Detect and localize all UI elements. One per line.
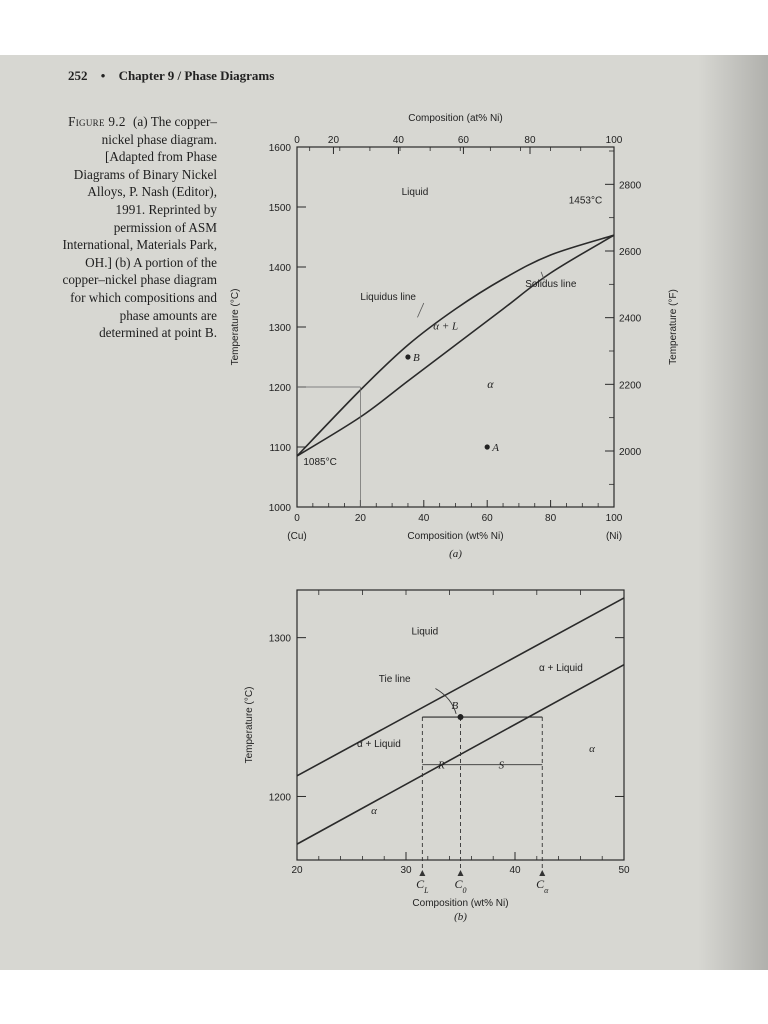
a-solidus-curve [297,235,614,456]
a-y-axis-label: Temperature (°C) [230,288,241,366]
b-point-b [458,714,464,720]
b-region-alpha-left: α [371,804,377,817]
a-annotation-1085: 1085°C [303,457,337,468]
b-tie-line-label: Tie line [378,674,411,686]
a-x-tick-label: 100 [605,513,623,524]
a-y2-tick-label: 2600 [619,247,642,258]
b-liquidus-line [297,598,624,776]
a-y2-tick-label: 2400 [619,313,642,325]
a-x2-tick-label: 40 [392,135,405,146]
b-region-alpha-right: α [589,743,595,755]
a-region-alpha-l: α + L [433,320,459,333]
b-region-liquid: Liquid [411,626,439,638]
a-y2-axis-label: Temperature (°F) [668,289,679,365]
b-x-tick-label: 30 [400,865,412,876]
chapter-title: Chapter 9 / Phase Diagrams [118,68,275,83]
a-y-tick-label: 1200 [268,383,291,394]
a-x-tick-label: 80 [545,513,557,524]
a-x2-tick-label: 20 [327,135,340,146]
b-r-label: R [438,759,445,772]
a-x-tick-label: 60 [481,513,493,524]
b-y-tick-label: 1300 [268,633,291,645]
b-x-tick-label: 40 [509,865,521,876]
a-y2-tick-label: 2000 [619,447,642,458]
b-y-tick-label: 1200 [268,792,291,804]
caption-text: (a) The copper–nickel phase diagram. [Adapted from Phase Diagrams of Binary Nickel Alloys, P. Nash (Editor), 1991. Reprinted by permission of ASM International, Materials Park, OH.] (b) A portion of the copper–nickel phase diagram for which compositions and phase amounts are determined at point B. [62,114,217,341]
a-region-alpha: α [487,377,494,392]
a-x2-tick-label: 60 [457,135,469,146]
a-y-tick-label: 1400 [268,263,291,274]
b-composition-label: $C_0$ [454,877,467,895]
a-x2-tick-label: 0 [294,135,300,146]
b-s-label: S [498,759,505,772]
a-point-b [405,354,410,359]
b-region-alpha-liquid-upper: α + Liquid [538,663,583,674]
a-x-end-label-ni: (Ni) [605,531,623,542]
a-x-axis-label: Composition (wt% Ni) [407,531,504,542]
a-y-tick-label: 1100 [269,443,291,454]
a-x2-tick-label: 80 [524,135,536,146]
a-y-tick-label: 1000 [268,503,291,514]
a-point-a [485,444,490,449]
a-annotation-1453: 1453°C [568,195,603,207]
a-solidus-label: Solidus line [525,278,577,290]
b-panel-label: (b) [454,911,467,923]
b-composition-arrow [419,870,425,876]
phase-diagram-figure [0,55,768,970]
figure-label: Figure 9.2 [68,114,126,129]
b-x-tick-label: 20 [291,865,303,876]
a-x2-tick-label: 100 [605,135,623,146]
a-y-tick-label: 1300 [268,323,291,334]
b-point-label-b: B [451,700,459,713]
a-x-tick-label: 40 [418,513,430,524]
b-composition-arrow [539,870,545,876]
b-composition-arrow [458,870,464,876]
b-composition-label: $C_\alpha$ [536,877,549,895]
a-panel-label: (a) [449,548,462,560]
page-number: 252 [68,68,88,83]
a-x-end-label-cu: (Cu) [287,531,307,542]
a-y2-tick-label: 2800 [619,180,642,192]
a-x-tick-label: 20 [354,513,366,524]
a-x-tick-label: 0 [294,513,300,524]
header-bullet: • [100,68,106,83]
a-point-label-a: A [492,442,499,454]
a-y-tick-label: 1500 [268,203,291,214]
a-y-tick-label: 1600 [268,143,291,154]
b-x-tick-label: 50 [618,865,630,876]
a-liquidus-label: Liquidus line [360,292,417,303]
a-region-liquid: Liquid [401,187,429,198]
textbook-page [0,55,768,970]
b-y-axis-label: Temperature (°C) [244,686,255,764]
a-y2-tick-label: 2200 [619,380,642,392]
b-x-axis-label: Composition (wt% Ni) [412,898,509,909]
a-x2-axis-label: Composition (at% Ni) [408,113,503,124]
b-composition-label: $C_L$ [416,877,429,895]
a-point-label-b: B [412,352,420,364]
b-region-alpha-liquid-lower: α + Liquid [356,739,401,751]
a-liquidus-leader [417,303,423,317]
